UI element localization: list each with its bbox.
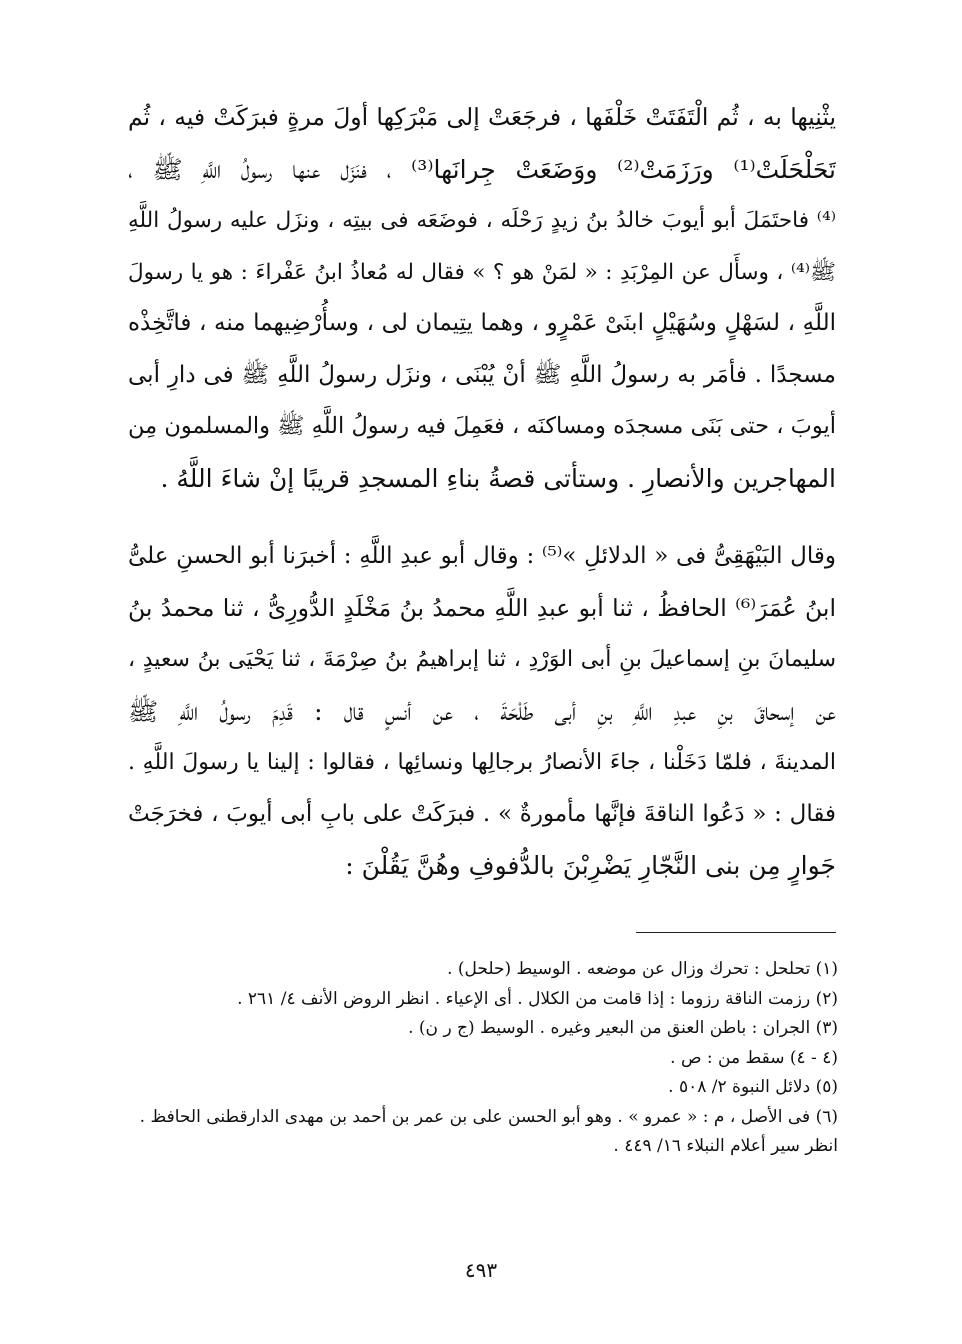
footnote-6: (٦) فى الأصل ، م : « عمرو » . وهو أبو الحسن على بن عمر بن أحمد بن مهدى الدارقطنى الحافظ . (139, 1106, 838, 1127)
text-line: يثْنِيها به ، ثُم الْتَفَتَتْ خَلْفَها ، فرجَعَتْ إلى مَبْرَكِها أولَ مرةٍ فبرَكَتْ فيه ، ثُم (128, 103, 836, 131)
text-line: سليمانَ بنِ إسماعيلَ بنِ أبى الوَرْدِ ، ثنا إبراهيمُ بنُ صِرْمَةَ ، ثنا يَحْيَى بنُ سعيدٍ ، (128, 647, 836, 672)
text-line: ⁽⁴⁾ فاحتَمَلَ أبو أيوبَ خالدُ بنُ زيدٍ رَحْلَه ، فوضَعَه فى بيتِه ، ونزَل عليه رسولُ اللَّهِ (128, 208, 836, 233)
text-line: وقال البَيْهَقِىُّ فى « الدلائلِ »⁽⁵⁾ : وقال أبو عبدِ اللَّهِ : أخبرَنا أبو الحسنِ علىُّ (128, 543, 836, 569)
page-number: ٤٩٣ (464, 1258, 498, 1282)
footnote-4: (٤ - ٤) سقط من : ص . (670, 1047, 838, 1068)
text-line: المهاجرين والأنصارِ . وستأتى قصةُ بناءِ المسجدِ قريبًا إنْ شاءَ اللَّهُ . (160, 463, 836, 493)
text-line: اللَّهِ ، لسَهْلٍ وسُهَيْلٍ ابنَىْ عَمْرٍو ، وهما يتِيمان لى ، وسأُرْضِيهما منه ، فاتَّخِذْه (128, 310, 836, 336)
footnote-5: (٥) دلائل النبوة ٢/ ٥٠٨ . (668, 1077, 838, 1097)
main-paragraph-2 (128, 531, 836, 892)
text-line: المدينةَ ، فلمّا دَخَلْنا ، جاءَ الأنصارُ برجالِها ونسائِها ، فقالوا : إلينا يا رسولَ اللَّهِ . (128, 750, 836, 775)
text-line: ﷺ⁽⁴⁾ ، وسأَل عن المِرْبَدِ : « لمَنْ هو ؟ » فقال له مُعاذُ ابنُ عَفْراءَ : هو يا رسولَ (128, 259, 836, 285)
footnote-separator (636, 932, 836, 933)
footnote-3: (٣) الجران : باطن العنق من البعير وغيره . الوسيط (ج ر ن) . (408, 1018, 838, 1038)
text-line: عن إسحاقَ بنِ عبدِ اللَّهِ بنِ أبى طَلْحَةَ ، عن أنسٍ قال : قَدِمَ رسولُ اللَّهِ ﷺ (128, 696, 836, 726)
text-line: ابنُ عُمَرَ⁽⁶⁾ الحافظُ ، ثنا أبو عبدِ اللَّهِ محمدُ بنُ مَخْلَدٍ الدُّورِىُّ ، ثنا محمدُ بنُ (128, 593, 836, 622)
footnote-6-continued: انظر سير أعلام النبلاء ١٦/ ٤٤٩ . (613, 1136, 838, 1156)
footnote-1: (١) تحلحل : تحرك وزال عن موضعه . الوسيط (حلحل) . (447, 959, 838, 979)
text-line: أيوبَ ، حتى بَنَى مسجدَه ومساكنَه ، فعَمِلَ فيه رسولُ اللَّهِ ﷺ والمسلمون مِن (128, 413, 836, 439)
text-line: مسجدًا . فأمَر به رسولُ اللَّهِ ﷺ أنْ يُبْنَى ، ونزَل رسولُ اللَّهِ ﷺ فى دارِ أبى (128, 361, 836, 388)
text-line: جَوارٍ مِن بنى النَّجّارِ يَضْرِبْنَ بالدُّفوفِ وهُنَّ يَقُلْنَ : (345, 851, 836, 880)
text-line: فقال : « دَعُوا الناقةَ فإنَّها مأمورةٌ » . فبرَكَتْ على بابِ أبى أيوبَ ، فخرَجَتْ (128, 800, 836, 827)
text-line: تَحَلْحَلَتْ⁽¹⁾ ورَزَمَتْ⁽²⁾ ووَضَعَتْ جِرانَها⁽³⁾ ، فنَزَل عنها رسولُ اللَّهِ ﷺ ، (128, 154, 836, 184)
footnotes (128, 955, 838, 1162)
footnote-2: (٢) رزمت الناقة رزوما : إذا قامت من الكلال . أى الإعياء . انظر الروض الأنف ٤/ ٢٦١ . (237, 988, 838, 1009)
main-paragraph-1 (128, 92, 836, 504)
